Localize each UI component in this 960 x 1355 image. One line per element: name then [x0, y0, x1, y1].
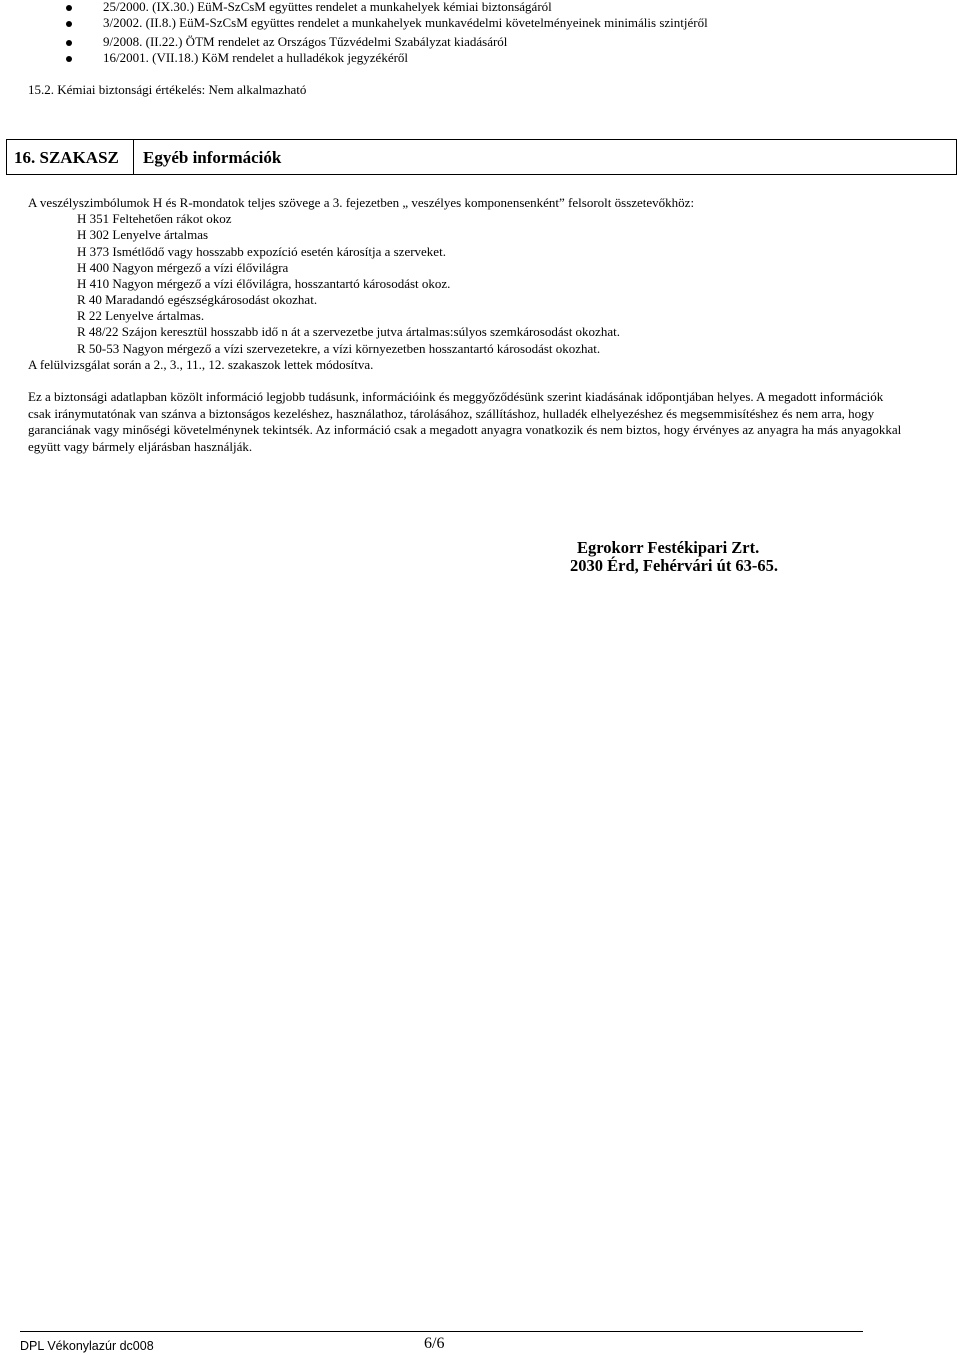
phrases-intro: A veszélyszimbólumok H és R-mondatok teljes szövege a 3. fejezetben „ veszélyes komponensenként” felsorolt összetevőkhöz: [28, 195, 695, 210]
section-divider [133, 140, 134, 174]
revision-note: A felülvizsgálat során a 2., 3., 11., 12. szakaszok lettek módosítva. [28, 357, 374, 372]
footer-document-name: DPL Vékonylazúr dc008 [20, 1339, 154, 1353]
company-name: Egrokorr Festékipari Zrt. [577, 538, 760, 557]
bullet-icon [66, 56, 72, 62]
regulation-text: 9/2008. (II.22.) ÖTM rendelet az Országos Tűzvédelmi Szabályzat kiadásáról [103, 34, 508, 49]
footer-rule [20, 1331, 863, 1332]
section-number: 16. SZAKASZ [14, 148, 119, 167]
company-address: 2030 Érd, Fehérvári út 63-65. [570, 556, 779, 575]
bullet-icon [66, 21, 72, 27]
phrase-item: R 50-53 Nagyon mérgező a vízi szervezetekre, a vízi környezetben hosszantartó károsodást okozhat. [77, 341, 601, 356]
phrase-item: H 351 Feltehetően rákot okoz [77, 211, 232, 226]
chemical-assessment: 15.2. Kémiai biztonsági értékelés: Nem alkalmazható [28, 82, 307, 97]
phrase-item: H 373 Ismétlődő vagy hosszabb expozíció esetén károsítja a szerveket. [77, 244, 446, 259]
regulation-text: 16/2001. (VII.18.) KöM rendelet a hulladékok jegyzékéről [103, 50, 409, 65]
section-title: Egyéb információk [143, 148, 282, 167]
section-header [6, 139, 957, 175]
phrase-item: H 410 Nagyon mérgező a vízi élővilágra, hosszantartó károsodást okoz. [77, 276, 451, 291]
regulation-text: 25/2000. (IX.30.) EüM-SzCsM együttes rendelet a munkahelyek kémiai biztonságáról [103, 0, 552, 14]
phrase-item: R 48/22 Szájon keresztül hosszabb idő n át a szervezetbe jutva ártalmas:súlyos szemkárosodást okozhat. [77, 324, 620, 339]
disclaimer-paragraph: Ez a biztonsági adatlapban közölt információ legjobb tudásunk, információink és meggyőződésünk szerint kiadásának időpontjában helyes. A megadott információk csak iránymutatónak van szánva a biztonságos kezeléshez, használathoz, tárolásához, szállításhoz, hulladék elhelyezéshez és megsemmisítéshez és nem arra, hogy garanciának vagy minőségi követelménynek tekintsék. Az információ csak a megadott anyagra vonatkozik és nem biztos, hogy érvényes az anyagra ha más anyagokkal együtt vagy bármely eljárásban használják. [28, 389, 902, 454]
bullet-icon [66, 5, 72, 11]
regulation-text: 3/2002. (II.8.) EüM-SzCsM együttes rendelet a munkahelyek munkavédelmi követelményeinek minimális szintjéről [103, 15, 708, 30]
phrase-item: R 22 Lenyelve ártalmas. [77, 308, 205, 323]
bullet-icon [66, 40, 72, 46]
phrase-item: H 302 Lenyelve ártalmas [77, 227, 209, 242]
phrase-item: R 40 Maradandó egészségkárosodást okozhat. [77, 292, 318, 307]
footer-page-number: 6/6 [424, 1335, 445, 1352]
phrase-item: H 400 Nagyon mérgező a vízi élővilágra [77, 260, 289, 275]
